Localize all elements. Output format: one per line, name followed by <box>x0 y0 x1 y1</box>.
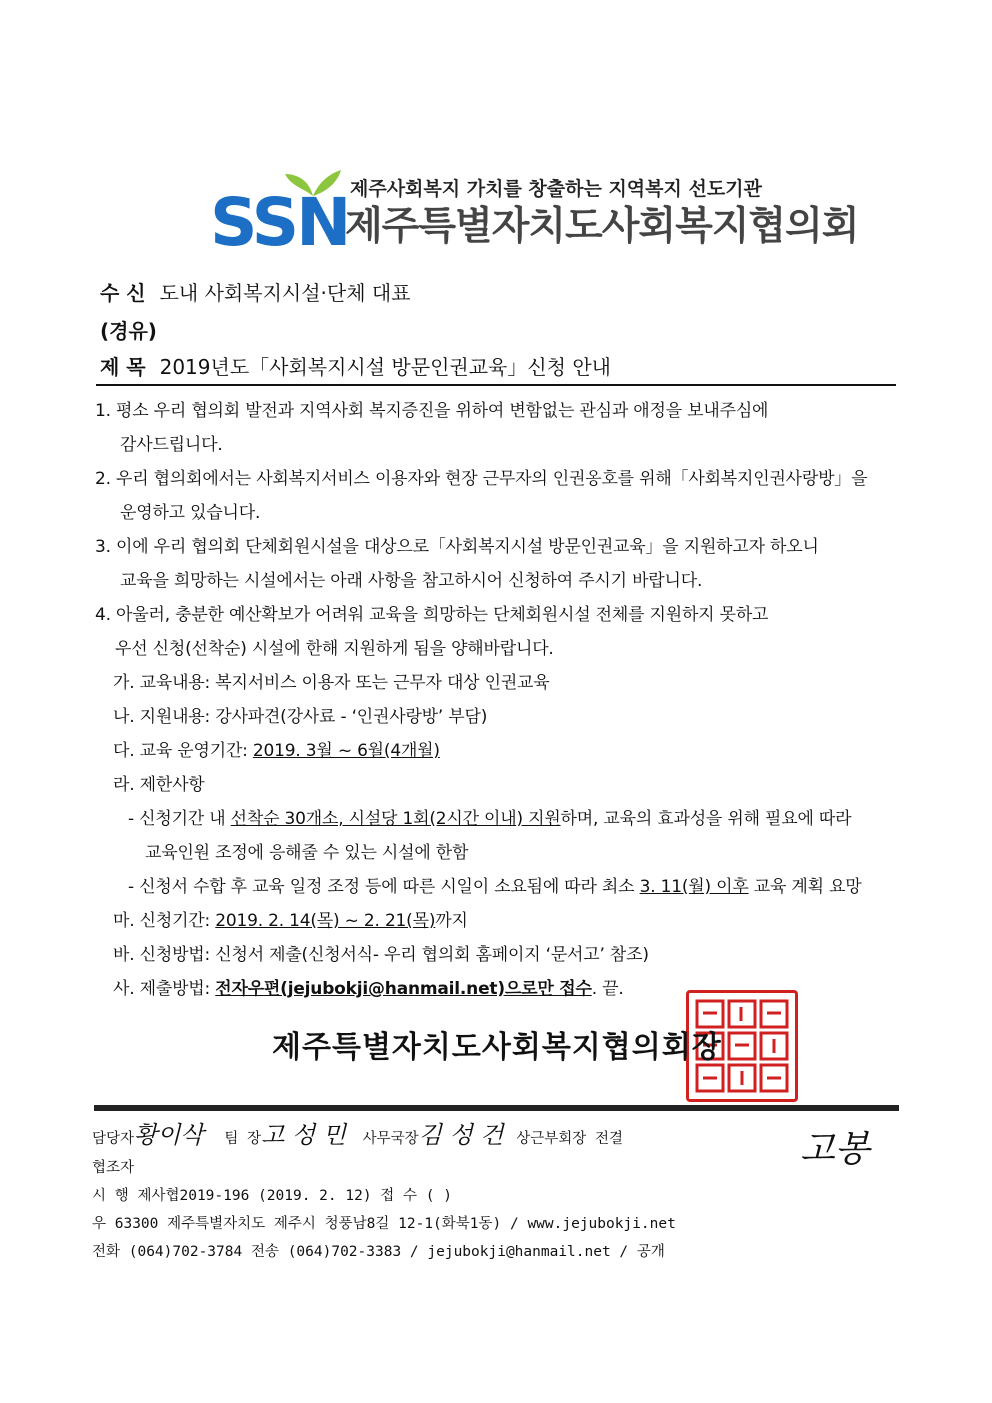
team-signature: 고 성 민 <box>261 1121 346 1149</box>
item-ba: 바. 신청방법: 신청서 제출(신청서식- 우리 협의회 홈페이지 ‘문서고’ 참조) <box>113 945 649 965</box>
footer-divider <box>94 1105 899 1111</box>
logo-ssn: SSN <box>210 184 349 261</box>
recipient-value: 도내 사회복지시설·단체 대표 <box>159 281 411 305</box>
item-ma-value: 2019. 2. 14(목) ~ 2. 21(목) <box>215 911 436 931</box>
body-line: 2. 우리 협의회에서는 사회복지서비스 이용자와 현장 근무자의 인권옹호를 위해「사회복지인권사랑방」을 <box>95 469 868 489</box>
restriction-2 <box>128 876 862 898</box>
item-sa-value: 전자우편(jejubokji@hanmail.net)으로만 접수 <box>215 979 592 999</box>
body-line: 운영하고 있습니다. <box>120 503 261 523</box>
body-line: 감사드립니다. <box>120 435 223 455</box>
vp-label: 상근부회장 전결 <box>516 1131 623 1147</box>
restriction-2-post: 교육 계획 요망 <box>748 877 862 897</box>
via-label: (경유) <box>100 319 157 343</box>
subject-value: 2019년도「사회복지시설 방문인권교육」신청 안내 <box>159 355 611 379</box>
recipient-label: 수 신 <box>100 281 146 305</box>
restriction-2-pre: - 신청서 수합 후 교육 일정 조정 등에 따른 시일이 소요됨에 따라 최소 <box>128 877 640 897</box>
restriction-1-post: 하며, 교육의 효과성을 위해 필요에 따라 <box>560 809 852 829</box>
recipient-row <box>100 280 411 306</box>
body-line: 3. 이에 우리 협의회 단체회원시설을 대상으로「사회복지시설 방문인권교육」을 지원하고자 하오니 <box>95 537 819 557</box>
logo-slogan: 제주사회복지 가치를 창출하는 지역복지 선도기관 <box>350 178 762 200</box>
vp-signature <box>800 1129 870 1170</box>
item-da-label: 다. 교육 운영기간: <box>113 741 253 761</box>
team-label: 팀 장 <box>224 1131 262 1147</box>
approval-row <box>92 1121 623 1149</box>
item-sa-label: 사. 제출방법: <box>113 979 216 999</box>
item-da-value: 2019. 3월 ~ 6월(4개월) <box>252 741 440 761</box>
contact-row: 전화 (064)702-3784 전송 (064)702-3383 / jejubokji@hanmail.net / 공개 <box>92 1244 665 1260</box>
body-line: 4. 아울러, 충분한 예산확보가 어려워 교육을 희망하는 단체회원시설 전체를 지원하지 못하고 <box>95 605 769 625</box>
header-divider <box>96 384 896 386</box>
via-row <box>100 318 171 344</box>
restriction-1-underline: 선착순 30개소, 시설당 1회(2시간 이내) 지원 <box>230 809 561 829</box>
issue-row: 시 행 제사협2019-196 (2019. 2. 12) 접 수 ( ) <box>92 1188 452 1204</box>
drafter-label: 담당자 <box>92 1131 135 1147</box>
body-line: 1. 평소 우리 협의회 발전과 지역사회 복지증진을 위하여 변함없는 관심과 애정을 보내주심에 <box>95 401 769 421</box>
item-na: 나. 지원내용: 강사파견(강사료 - ‘인권사랑방’ 부담) <box>113 707 488 727</box>
item-ra: 라. 제한사항 <box>113 775 205 795</box>
coop-label: 협조자 <box>92 1160 135 1176</box>
restriction-1b: 교육인원 조정에 응해줄 수 있는 시설에 한함 <box>145 843 469 863</box>
item-ma-label: 마. 신청기간: <box>113 911 216 931</box>
restriction-2-underline: 3. 11(월) 이후 <box>639 877 749 897</box>
item-sa-end: . 끝. <box>591 979 624 999</box>
body-line: 교육을 희망하는 시설에서는 아래 사항을 참고하시어 신청하여 주시기 바랍니다. <box>120 571 703 591</box>
item-ga: 가. 교육내용: 복지서비스 이용자 또는 근무자 대상 인권교육 <box>113 673 550 693</box>
vp-signature-text: 고봉 <box>800 1129 870 1170</box>
address-row: 우 63300 제주특별자치도 제주시 청풍남8길 12-1(화북1동) / www.jejubokji.net <box>92 1216 676 1232</box>
subject-label: 제 목 <box>100 355 146 379</box>
subject-row <box>100 354 611 380</box>
item-ma <box>113 910 468 932</box>
secretary-signature: 김 성 건 <box>418 1121 504 1149</box>
logo-org-name: 제주특별자치도사회복지협의회 <box>345 204 859 249</box>
restriction-1-pre: - 신청기간 내 <box>128 809 231 829</box>
item-da <box>113 740 440 762</box>
restriction-1 <box>128 808 851 830</box>
signer-title: 제주특별자치도사회복지협의회장 <box>272 1030 722 1065</box>
item-ma-post: 까지 <box>435 911 468 931</box>
body-line: 우선 신청(선착순) 시설에 한해 지원하게 됨을 양해바랍니다. <box>115 639 554 659</box>
item-sa <box>113 978 624 1000</box>
drafter-signature: 황이삭 <box>134 1121 204 1149</box>
secretary-label: 사무국장 <box>362 1131 419 1147</box>
